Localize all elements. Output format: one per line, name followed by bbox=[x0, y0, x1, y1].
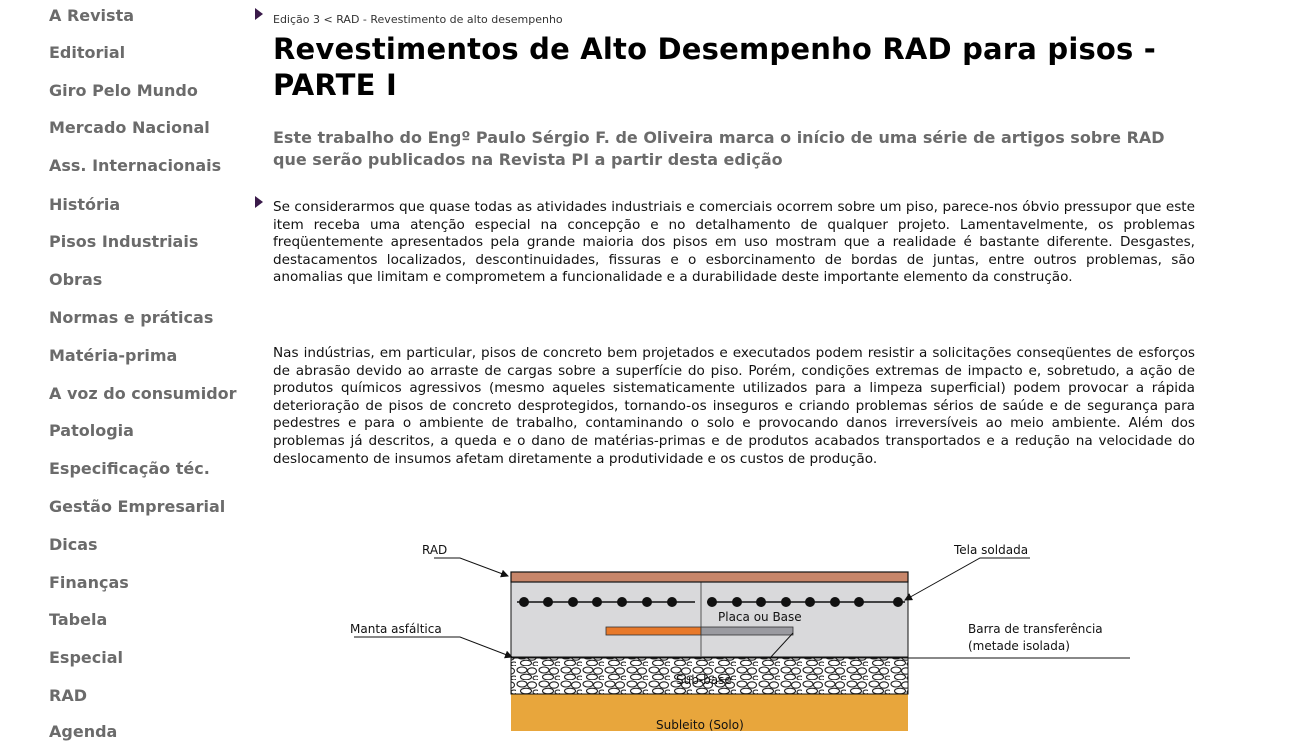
nav-item-tabela[interactable]: Tabela bbox=[49, 610, 108, 629]
nav-item-materia-prima[interactable]: Matéria-prima bbox=[49, 346, 178, 365]
nav-item-a-revista[interactable]: A Revista bbox=[49, 6, 135, 25]
nav-item-historia[interactable]: História bbox=[49, 195, 121, 214]
breadcrumb-section-link[interactable]: RAD - Revestimento de alto desempenho bbox=[336, 13, 563, 26]
paragraph-bullet-icon bbox=[255, 196, 263, 208]
rad-layer bbox=[511, 572, 908, 582]
nav-item-agenda[interactable]: Agenda bbox=[49, 722, 118, 741]
leader-rad bbox=[434, 558, 508, 576]
label-manta-asfaltica: Manta asfáltica bbox=[350, 622, 442, 636]
leader-tela bbox=[905, 558, 1030, 600]
label-sub-base: Sub-base bbox=[676, 673, 732, 687]
page-title: Revestimentos de Alto Desempenho RAD para pisos - PARTE I bbox=[273, 32, 1157, 102]
nav-item-rad[interactable]: RAD bbox=[49, 686, 87, 705]
dowel-bar-gray bbox=[701, 627, 793, 635]
label-placa-ou-base: Placa ou Base bbox=[718, 610, 802, 624]
article-paragraph-2: Nas indústrias, em particular, pisos de concreto bem projetados e executados podem resistir a solicitações conseqüentes de esforços de abrasão devido ao arraste de cargas sobre a superfície do piso. Porém, condições extremas de impacto e, sobretudo, a ação de produtos químicos agressivos (mesmo aqueles sistematicamente utilizados para a limpeza superficial) podem provocar a rápida deterioração de pisos de concreto desprotegidos, tornando-os inseguros e criando problemas sérios de saúde e de segurança para pedestres e para o ambiente de trabalho, contaminando o solo e provocando danos irreversíveis ao meio ambiente. Além dos problemas já descritos, a queda e o dano de matérias-primas e de produtos acabados transportados e a redução na velocidade do deslocamento de insumos afetam diretamente a produtividade e os custos de produção. bbox=[273, 345, 1195, 467]
nav-item-gestao-empresarial[interactable]: Gestão Empresarial bbox=[49, 497, 226, 516]
label-subleito: Subleito (Solo) bbox=[656, 718, 744, 731]
nav-item-giro-pelo-mundo[interactable]: Giro Pelo Mundo bbox=[49, 81, 198, 100]
nav-item-mercado-nacional[interactable]: Mercado Nacional bbox=[49, 118, 210, 137]
label-rad: RAD bbox=[422, 543, 448, 557]
nav-item-financas[interactable]: Finanças bbox=[49, 573, 129, 592]
leader-manta bbox=[354, 637, 512, 657]
nav-item-ass-internacionais[interactable]: Ass. Internacionais bbox=[49, 156, 222, 175]
nav-item-obras[interactable]: Obras bbox=[49, 270, 103, 289]
breadcrumb-edition-link[interactable]: Edição 3 bbox=[273, 13, 321, 26]
label-barra-transferencia: Barra de transferência bbox=[968, 622, 1103, 636]
sidebar-nav bbox=[0, 0, 250, 741]
dowel-bar-orange bbox=[606, 627, 701, 635]
label-metade-isolada: (metade isolada) bbox=[968, 639, 1070, 653]
nav-item-especificacao-tec[interactable]: Especificação téc. bbox=[49, 459, 210, 478]
breadcrumb bbox=[273, 13, 563, 26]
breadcrumb-bullet-icon bbox=[255, 8, 263, 20]
nav-item-pisos-industriais[interactable]: Pisos Industriais bbox=[49, 232, 199, 251]
nav-item-editorial[interactable]: Editorial bbox=[49, 43, 126, 62]
floor-section-diagram bbox=[340, 540, 1140, 731]
article-subtitle: Este trabalho do Engº Paulo Sérgio F. de Oliveira marca o início de uma série de artigos sobre RAD que serão publicados na Revista PI a partir desta edição bbox=[273, 128, 1165, 169]
breadcrumb-separator: < bbox=[320, 13, 337, 26]
nav-item-dicas[interactable]: Dicas bbox=[49, 535, 98, 554]
nav-item-especial[interactable]: Especial bbox=[49, 648, 124, 667]
nav-item-patologia[interactable]: Patologia bbox=[49, 421, 134, 440]
label-tela-soldada: Tela soldada bbox=[954, 543, 1029, 557]
nav-item-a-voz-do-consumidor[interactable]: A voz do consumidor bbox=[49, 384, 237, 403]
nav-item-normas-e-praticas[interactable]: Normas e práticas bbox=[49, 308, 214, 327]
slab-layer bbox=[511, 582, 908, 657]
article-paragraph-1: Se considerarmos que quase todas as atividades industriais e comerciais ocorrem sobre um piso, parece-nos óbvio pressupor que este item receba uma atenção especial na concepção e no detalhamento de qualquer projeto. Lamentavelmente, os problemas freqüentemente apresentados pela grande maioria dos pisos em uso mostram que a realidade é bastante diferente. Desgastes, destacamentos localizados, descontinuidades, fissuras e o esborcinamento de bordas de juntas, entre outros problemas, são anomalias que limitam e comprometem a funcionalidade e a durabilidade deste importante elemento da construção. bbox=[273, 199, 1195, 286]
